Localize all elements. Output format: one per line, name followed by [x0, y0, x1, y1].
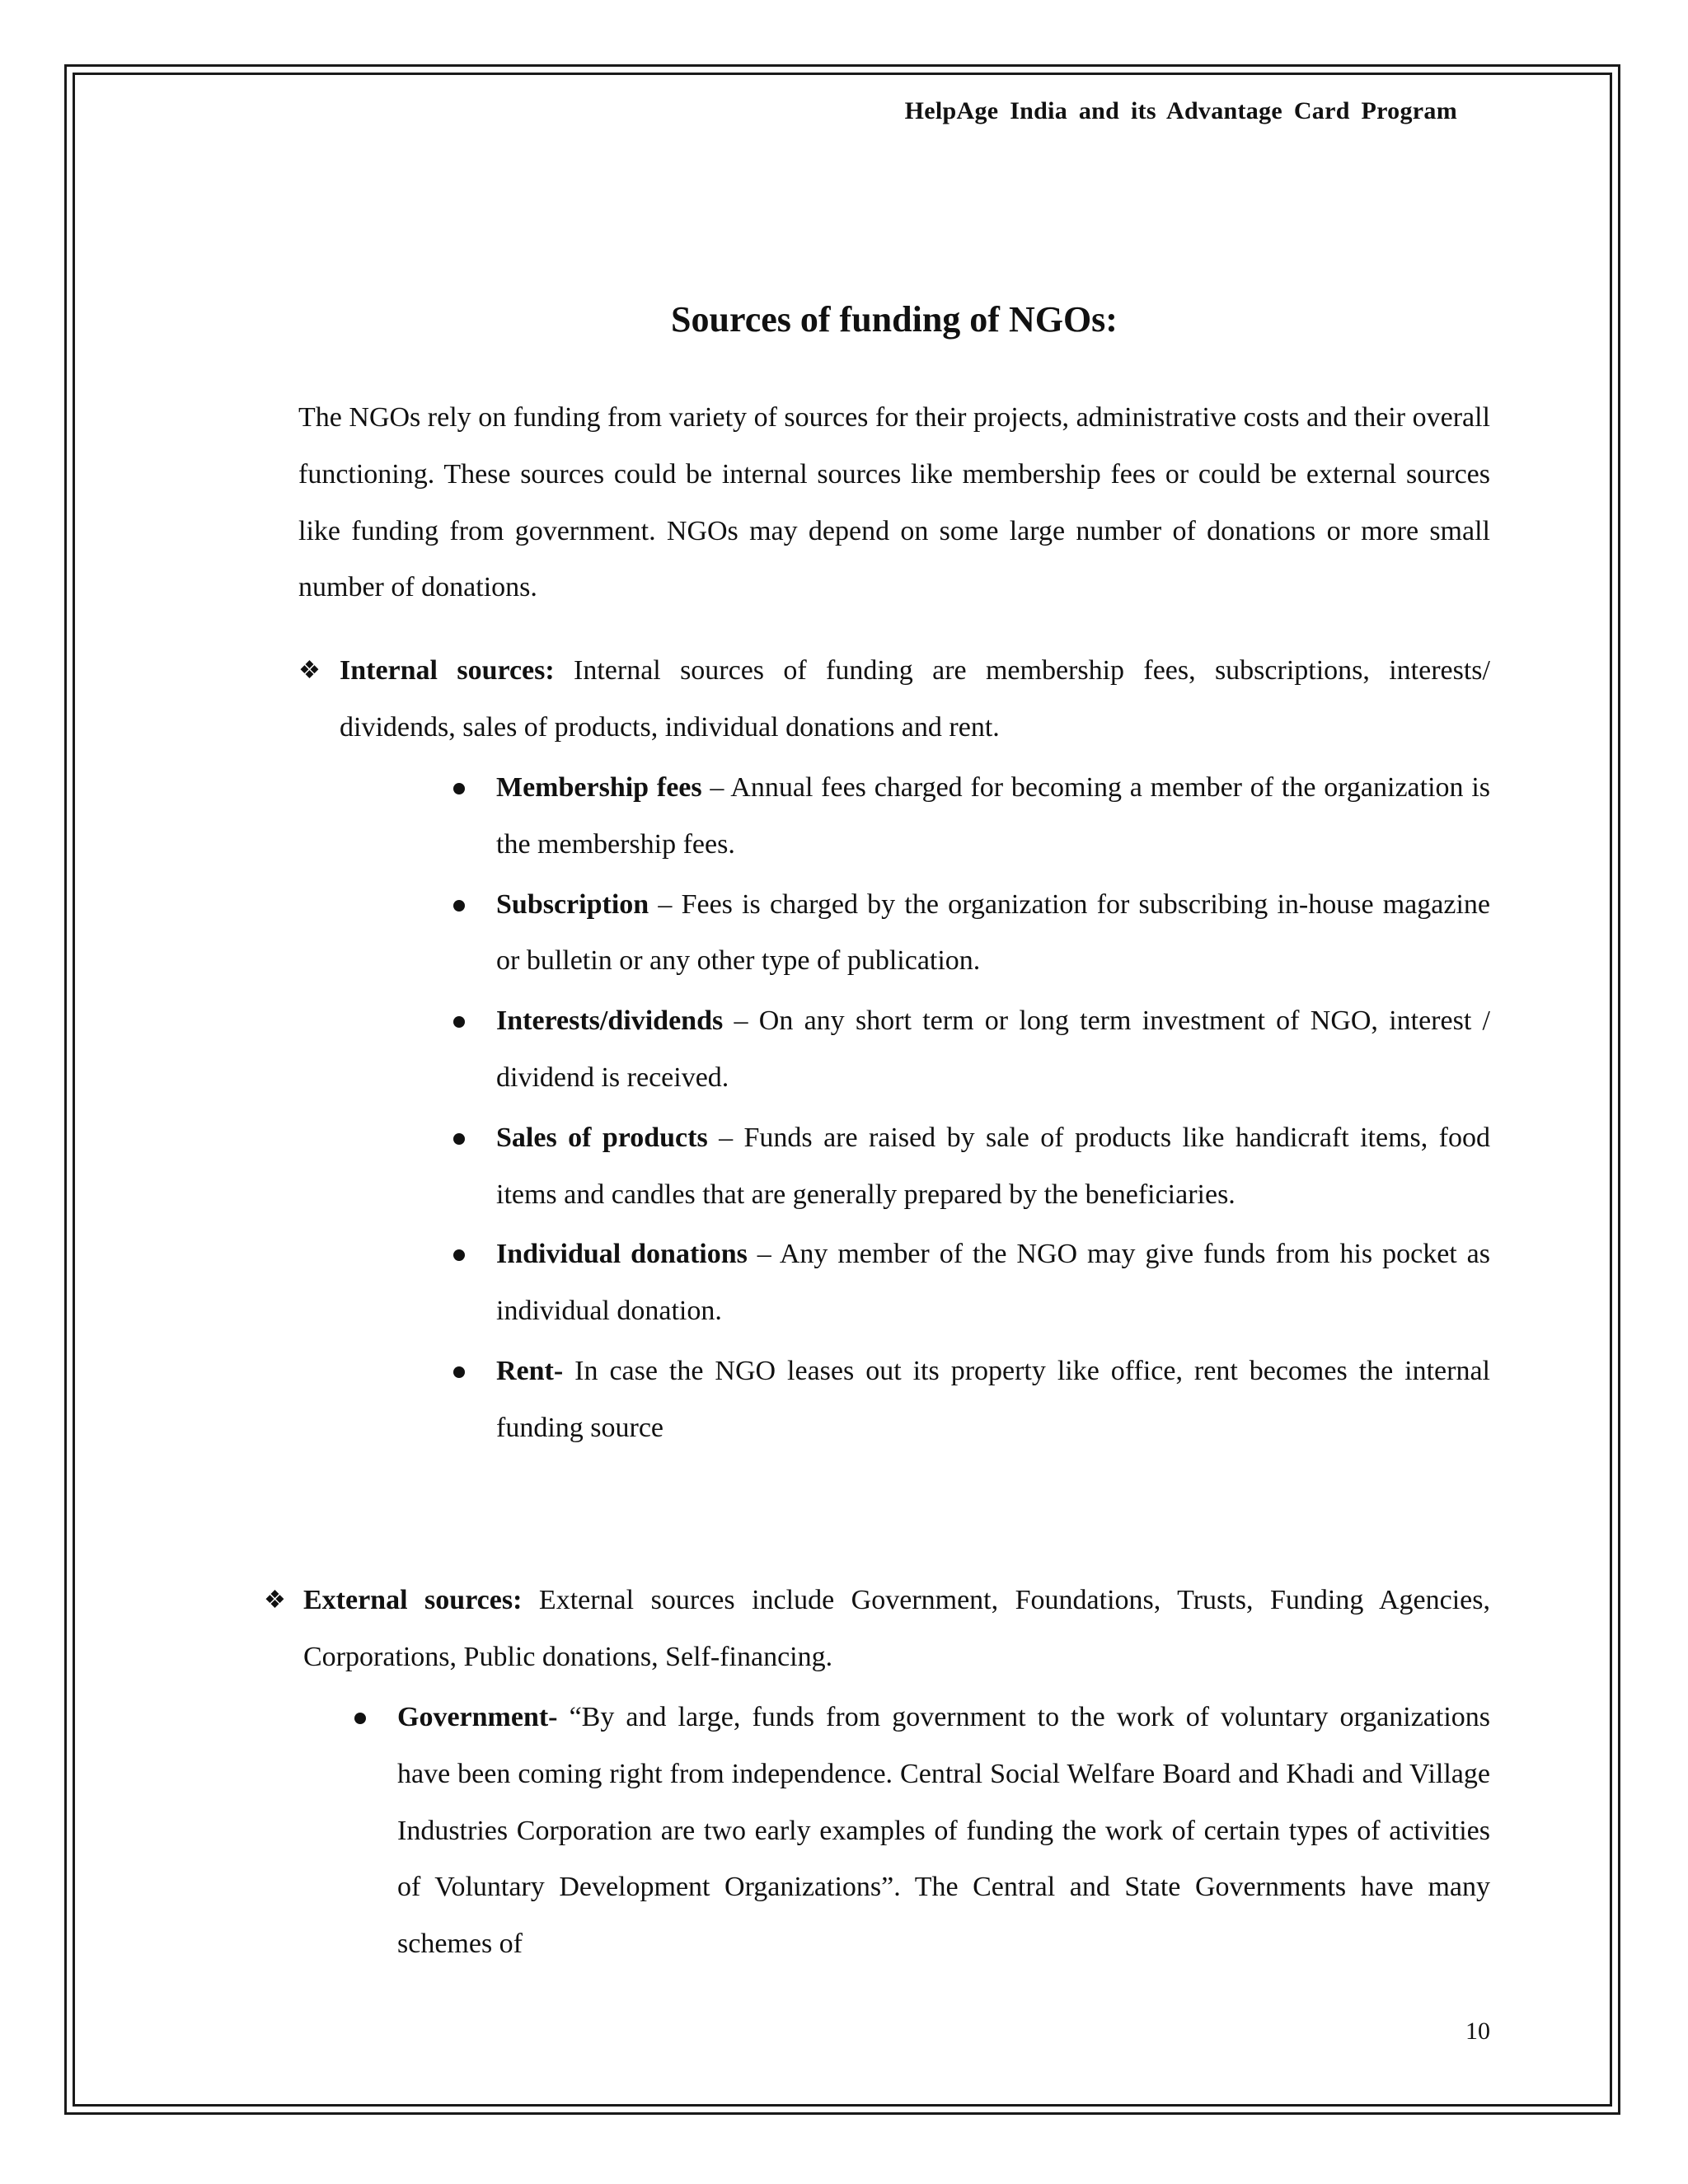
item-description: “By and large, funds from government to the work of voluntary organizations have been coming right from independence. Central Social Welfare Board and Khadi and Village Industries Corporation are two early examples of funding the work of certain types of activities of Voluntary Development Organizations”. The Central and State Governments have many schemes of: [397, 1702, 1490, 1960]
list-item: [496, 760, 1490, 874]
external-sources-heading: External sources:: [303, 1585, 523, 1615]
item-term: Subscription: [496, 888, 649, 920]
item-term: Government-: [397, 1702, 558, 1732]
bullet-dot-icon: [354, 1713, 366, 1724]
page-number: 10: [1465, 2018, 1490, 2045]
external-sources-list: [397, 1690, 1490, 1976]
internal-sources-list: [496, 760, 1490, 1460]
bullet-dot-icon: [453, 783, 465, 794]
list-item: [496, 1110, 1490, 1224]
internal-sources-paragraph: [340, 643, 1490, 757]
internal-sources-text: Internal sources of funding are membership fees, subscriptions, interests/ dividends, sales of products, individual donations and rent.: [340, 655, 1490, 743]
list-item: [496, 1343, 1490, 1457]
diamond-bullet-icon: ❖: [264, 1586, 286, 1614]
item-term: Rent-: [496, 1355, 564, 1386]
external-sources-section: [264, 1572, 1490, 1686]
item-description: – Any member of the NGO may give funds from his pocket as individual donation.: [496, 1239, 1490, 1327]
list-item: [496, 1226, 1490, 1340]
external-sources-paragraph: [303, 1572, 1490, 1686]
item-description: – On any short term or long term investment of NGO, interest / dividend is received.: [496, 1005, 1490, 1093]
list-item: [496, 993, 1490, 1107]
list-item: [496, 877, 1490, 991]
item-term: Sales of products: [496, 1122, 708, 1153]
bullet-dot-icon: [453, 1366, 465, 1378]
list-item: [397, 1690, 1490, 1973]
external-sources-text: External sources include Government, Foundations, Trusts, Funding Agencies, Corporations, Public donations, Self-financing.: [303, 1585, 1490, 1672]
item-term: Individual donations: [496, 1239, 748, 1270]
internal-sources-heading: Internal sources:: [340, 655, 555, 686]
intro-paragraph: The NGOs rely on funding from variety of sources for their projects, administrative costs and their overall functioning. These sources could be internal sources like membership fees or could be external sources like funding from government. NGOs may depend on some large number of donations or more small number of donations.: [298, 402, 1490, 603]
diamond-bullet-icon: ❖: [298, 657, 321, 684]
bullet-dot-icon: [453, 1133, 465, 1145]
running-header: HelpAge India and its Advantage Card Program: [904, 97, 1457, 124]
item-description: – Funds are raised by sale of products like handicraft items, food items and candles that are generally prepared by the beneficiaries.: [496, 1122, 1491, 1210]
item-description: – Annual fees charged for becoming a member of the organization is the membership fees.: [496, 772, 1490, 860]
item-term: Membership fees: [496, 772, 702, 803]
internal-sources-section: [298, 643, 1490, 757]
section-title: Sources of funding of NGOs:: [671, 299, 1118, 340]
item-description: – Fees is charged by the organization for subscribing in-house magazine or bulletin or any other type of publication.: [496, 888, 1490, 977]
item-term: Interests/dividends: [496, 1005, 724, 1037]
item-description: In case the NGO leases out its property like office, rent becomes the internal funding source: [496, 1355, 1490, 1443]
bullet-dot-icon: [453, 900, 465, 912]
